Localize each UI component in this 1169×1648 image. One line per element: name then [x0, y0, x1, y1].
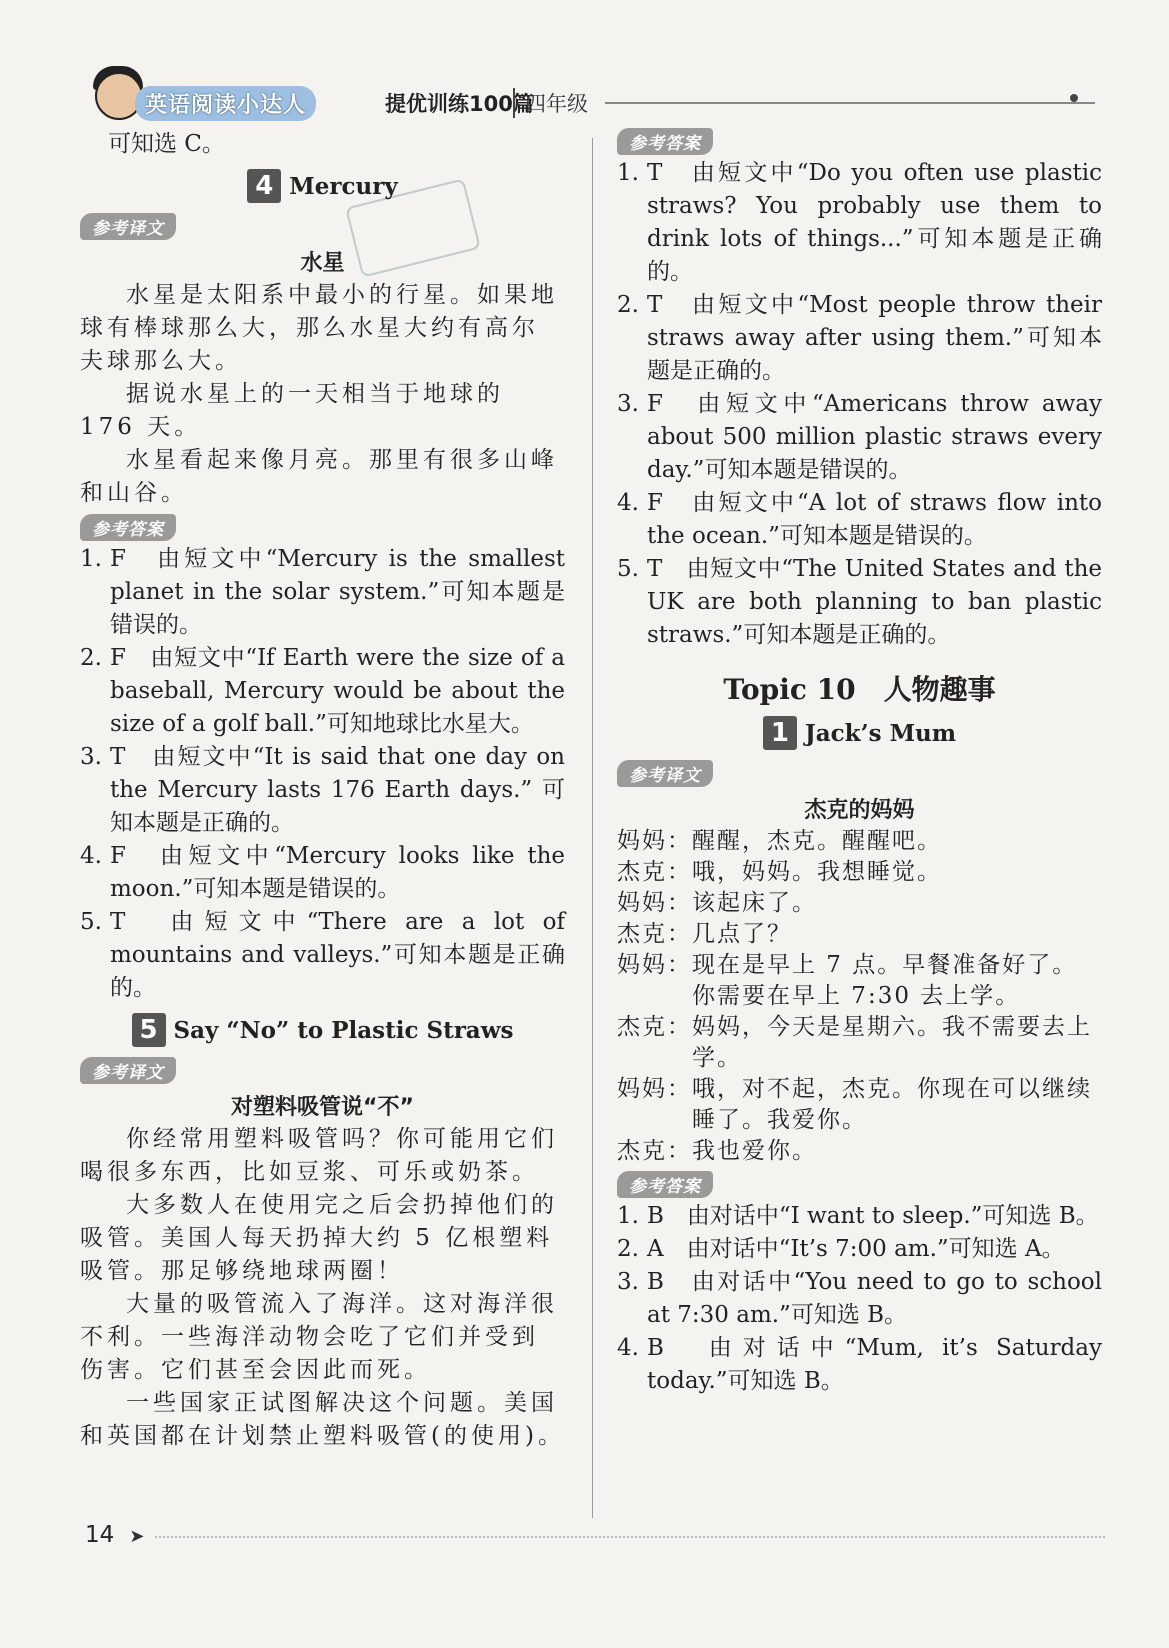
answer-number: 1. — [617, 1203, 639, 1229]
paragraph: 大量的吸管流入了海洋。这对海洋很不利。一些海洋动物会吃了它们并受到伤害。它们甚至会因此而死。 — [80, 1291, 558, 1383]
answer-number: 5. — [617, 556, 639, 582]
right-column — [617, 128, 1102, 1398]
answer-number: 2. — [617, 1236, 639, 1262]
translation-tag: 参考译文 — [617, 760, 713, 787]
answer-item — [80, 840, 565, 906]
paragraph: 一些国家正试图解决这个问题。美国和英国都在计划禁止塑料吸管(的使用)。 — [80, 1390, 565, 1449]
answer-text: B 由对话中“You need to go to school at 7:30 am.”可知选 B。 — [647, 1269, 1102, 1328]
speaker: 妈妈： — [617, 952, 692, 978]
section-1-heading — [617, 716, 1102, 750]
answer-item — [617, 157, 1102, 289]
section-number-badge: 4 — [247, 169, 281, 203]
series-title: 英语阅读小达人 — [135, 86, 316, 121]
answer-number: 2. — [80, 645, 102, 671]
translation-title: 对塑料吸管说“不” — [231, 1095, 414, 1120]
section-5-heading — [80, 1013, 565, 1047]
grade-label: 四年级 — [513, 88, 588, 118]
paragraph: 大多数人在使用完之后会扔掉他们的吸管。美国人每天扔掉大约 5 亿根塑料吸管。那足够绕地球两圈！ — [80, 1192, 558, 1284]
translation-tag: 参考译文 — [80, 1057, 176, 1084]
answer-number: 4. — [617, 490, 639, 516]
left-column — [80, 128, 565, 1453]
answer-text: F 由短文中“Americans throw away about 500 million plastic straws every day.”可知本题是错误的。 — [647, 391, 1102, 483]
answer-item — [80, 543, 565, 642]
chevron-right-icon: ➤ — [129, 1526, 145, 1547]
section-title: Say “No” to Plastic Straws — [173, 1016, 514, 1044]
answers-tag: 参考答案 — [617, 128, 713, 155]
dialog-line — [617, 1074, 1102, 1136]
speaker: 杰克： — [617, 921, 692, 947]
header-rule — [605, 102, 1095, 104]
paragraph: 水星是太阳系中最小的行星。如果地球有棒球那么大，那么水星大约有高尔夫球那么大。 — [80, 282, 558, 374]
answers-tag: 参考答案 — [617, 1171, 713, 1198]
paragraph: 据说水星上的一天相当于地球的 176 天。 — [80, 381, 504, 440]
answer-text: T 由短文中“It is said that one day on the Mercury lasts 176 Earth days.” 可知本题是正确的。 — [110, 744, 565, 836]
answer-text: F 由短文中“If Earth were the size of a baseball, Mercury would be about the size of a golf ball.”可知地球比水星大。 — [110, 645, 565, 737]
answer-number: 4. — [80, 843, 102, 869]
intro-line: 可知选 C。 — [108, 131, 225, 157]
dialog-text: 妈妈，今天是星期六。我不需要去上学。 — [692, 1014, 1092, 1071]
dialog-text: 哦，对不起，杰克。你现在可以继续睡了。我爱你。 — [692, 1076, 1092, 1133]
answer-item — [617, 1233, 1102, 1266]
dialog-line — [617, 857, 1102, 888]
answer-text: F 由短文中“Mercury is the smallest planet in the solar system.”可知本题是错误的。 — [110, 546, 565, 638]
answer-item — [617, 553, 1102, 652]
answer-item — [80, 741, 565, 840]
page-number: 14 — [85, 1522, 115, 1548]
answer-item — [80, 642, 565, 741]
section-4-heading — [80, 169, 565, 203]
answer-item — [617, 487, 1102, 553]
dialog-text: 现在是早上 7 点。早餐准备好了。你需要在早上 7:30 去上学。 — [692, 952, 1078, 1009]
dialog-line — [617, 950, 1102, 1012]
footer-rule — [155, 1536, 1105, 1538]
section-title: Jack’s Mum — [804, 719, 957, 747]
page-footer — [85, 1522, 1105, 1548]
answer-item — [617, 1332, 1102, 1398]
dialog-text: 该起床了。 — [692, 890, 817, 916]
answer-text: T 由短文中“The United States and the UK are both planning to ban plastic straws.”可知本题是正确的。 — [647, 556, 1102, 648]
series-subtitle: 提优训练100篇 — [385, 92, 534, 116]
paragraph: 水星看起来像月亮。那里有很多山峰和山谷。 — [80, 447, 558, 506]
speaker: 杰克： — [617, 1014, 692, 1040]
dialog-text: 我也爱你。 — [692, 1138, 817, 1164]
dialog-text: 哦，妈妈。我想睡觉。 — [692, 859, 942, 885]
answer-text: A 由对话中“It’s 7:00 am.”可知选 A。 — [647, 1236, 1065, 1262]
dialog-line — [617, 826, 1102, 857]
speaker: 杰克： — [617, 859, 692, 885]
answer-text: T 由短文中“Most people throw their straws away after using them.”可知本题是正确的。 — [647, 292, 1102, 384]
answer-text: B 由对话中“Mum, it’s Saturday today.”可知选 B。 — [647, 1335, 1102, 1394]
answer-item — [617, 1200, 1102, 1233]
section-title: Mercury — [289, 172, 398, 200]
answer-text: F 由短文中“Mercury looks like the moon.”可知本题是错误的。 — [110, 843, 565, 902]
paragraph: 你经常用塑料吸管吗？你可能用它们喝很多东西，比如豆浆、可乐或奶茶。 — [80, 1126, 558, 1185]
translation-tag: 参考译文 — [80, 213, 176, 240]
answer-number: 3. — [617, 391, 639, 417]
dialog-line — [617, 919, 1102, 950]
speaker: 妈妈： — [617, 828, 692, 854]
translation-title: 杰克的妈妈 — [804, 798, 915, 823]
answer-item — [617, 289, 1102, 388]
answer-text: T 由短文中“There are a lot of mountains and valleys.”可知本题是正确的。 — [110, 909, 565, 1001]
answer-number: 5. — [80, 909, 102, 935]
answer-number: 3. — [617, 1269, 639, 1295]
column-divider — [592, 138, 593, 1518]
header-dot-icon — [1070, 94, 1078, 102]
speaker: 妈妈： — [617, 890, 692, 916]
dialog-line — [617, 1012, 1102, 1074]
answer-item — [617, 388, 1102, 487]
dialog-text: 几点了？ — [692, 921, 792, 947]
answer-number: 1. — [617, 160, 639, 186]
topic-heading: Topic 10 人物趣事 — [723, 673, 996, 706]
section-number-badge: 5 — [132, 1013, 166, 1047]
speaker: 杰克： — [617, 1138, 692, 1164]
answer-text: T 由短文中“Do you often use plastic straws? You probably use them to drink lots of things...”可知本题是正确的。 — [647, 160, 1102, 285]
answer-number: 3. — [80, 744, 102, 770]
answers-tag: 参考答案 — [80, 514, 176, 541]
dialog-text: 醒醒，杰克。醒醒吧。 — [692, 828, 942, 854]
answer-number: 2. — [617, 292, 639, 318]
dialog-line — [617, 888, 1102, 919]
translation-title: 水星 — [300, 251, 345, 276]
section-number-badge: 1 — [763, 716, 797, 750]
answer-text: F 由短文中“A lot of straws flow into the ocean.”可知本题是错误的。 — [647, 490, 1102, 549]
answer-number: 1. — [80, 546, 102, 572]
answer-text: B 由对话中“I want to sleep.”可知选 B。 — [647, 1203, 1099, 1229]
speaker: 妈妈： — [617, 1076, 692, 1102]
answer-item — [617, 1266, 1102, 1332]
dialog-line — [617, 1136, 1102, 1167]
page-header — [85, 72, 1105, 127]
answer-item — [80, 906, 565, 1005]
answer-number: 4. — [617, 1335, 639, 1361]
